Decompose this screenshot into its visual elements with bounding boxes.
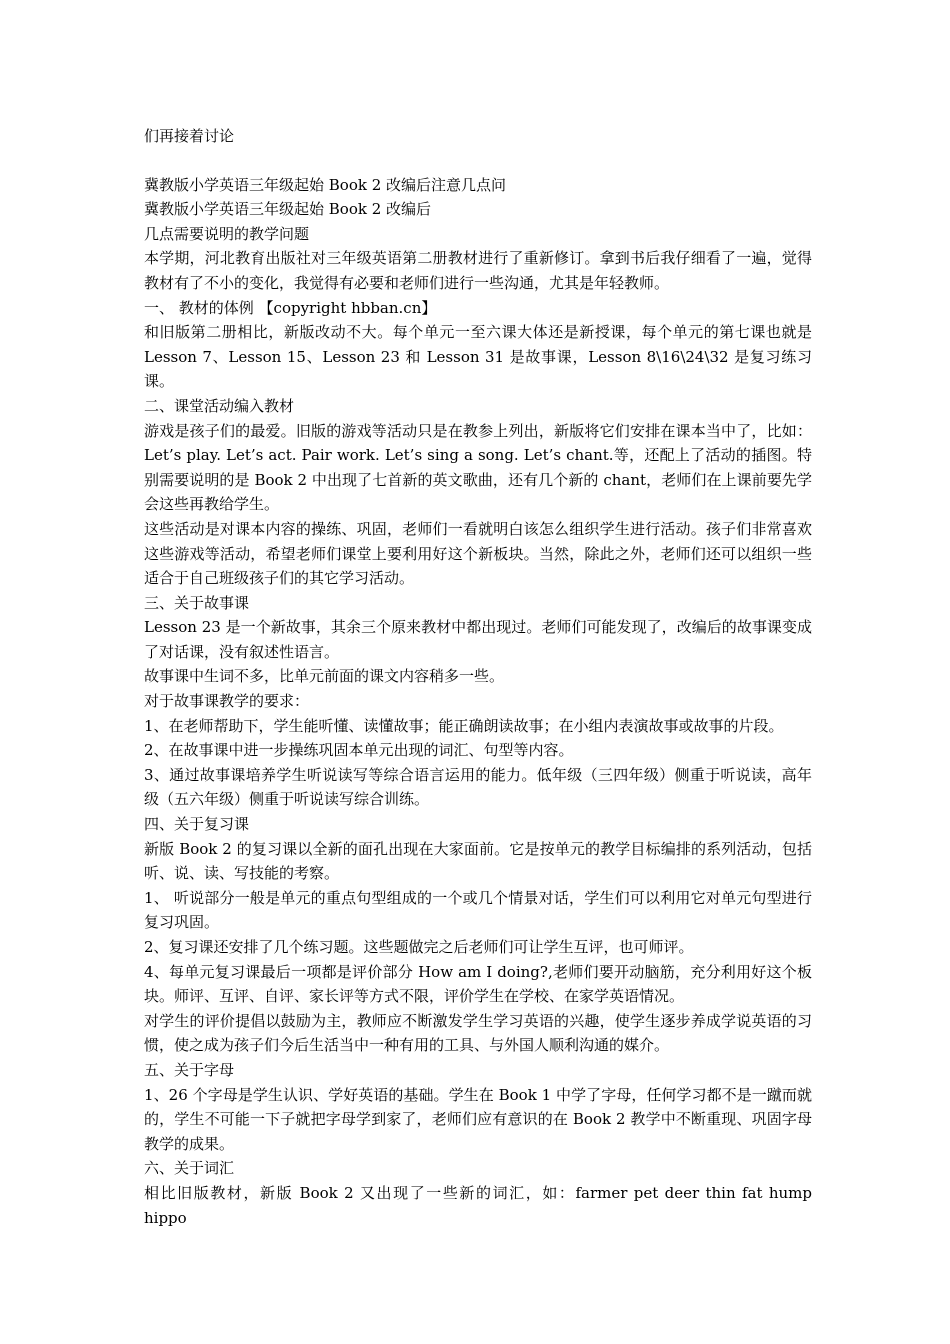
article-subtitle-2: 几点需要说明的教学问题 — [144, 224, 310, 243]
paragraph-continuation: 们再接着讨论 — [144, 127, 235, 145]
paragraph: 相比旧版教材，新版 Book 2 又出现了一些新的词汇，如：farmer pet deer thin fat hump hippo — [144, 1183, 812, 1227]
section-heading-5: 五、关于字母 — [144, 1060, 235, 1079]
paragraph: 对学生的评价提倡以鼓励为主，教师应不断激发学生学习英语的兴趣，使学生逐步养成学说英语的习惯，使之成为孩子们今后生活当中一种有用的工具、与外国人顺利沟通的媒介。 — [144, 1011, 812, 1055]
list-item: 1、 听说部分一般是单元的重点句型组成的一个或几个情景对话，学生们可以利用它对单元句型进行复习巩固。 — [144, 888, 812, 932]
article-title: 冀教版小学英语三年级起始 Book 2 改编后注意几点问 — [144, 175, 507, 194]
section-heading-4: 四、关于复习课 — [144, 815, 250, 834]
document-body — [144, 124, 812, 1230]
paragraph: 这些活动是对课本内容的操练、巩固，老师们一看就明白该怎么组织学生进行活动。孩子们非常喜欢这些游戏等活动，希望老师们课堂上要利用好这个新板块。当然，除此之外，老师们还可以组织一些适合于自己班级孩子们的其它学习活动。 — [144, 519, 812, 588]
list-item: 1、在老师帮助下，学生能听懂、读懂故事；能正确朗读故事；在小组内表演故事或故事的片段。 — [144, 716, 784, 735]
list-item: 3、通过故事课培养学生听说读写等综合语言运用的能力。低年级（三四年级）侧重于听说读，高年级（五六年级）侧重于听说读写综合训练。 — [144, 765, 812, 809]
section-heading-1: 一、 教材的体例 【copyright hbban.cn】 — [144, 298, 437, 317]
article-subtitle: 冀教版小学英语三年级起始 Book 2 改编后 — [144, 200, 432, 219]
list-item: 4、每单元复习课最后一项都是评价部分 How am I doing?,老师们要开动脑筋，充分利用好这个板块。师评、互评、自评、家长评等方式不限，评价学生在学校、在家学英语情况。 — [144, 962, 812, 1006]
list-item: 2、在故事课中进一步操练巩固本单元出现的词汇、句型等内容。 — [144, 741, 574, 760]
section-heading-2: 二、课堂活动编入教材 — [144, 396, 295, 415]
paragraph: Lesson 23 是一个新故事，其余三个原来教材中都出现过。老师们可能发现了，改编后的故事课变成了对话课，没有叙述性语言。 — [144, 618, 812, 661]
blank-line — [144, 149, 812, 173]
paragraph: 故事课中生词不多，比单元前面的课文内容稍多一些。 — [144, 667, 505, 686]
paragraph: 和旧版第二册相比，新版改动不大。每个单元一至六课大体还是新授课，每个单元的第七课也就是 Lesson 7、Lesson 15、Lesson 23 和 Lesson 31 是故事课，Lesson 8\16\24\32 是复习练习课。 — [144, 323, 812, 391]
paragraph: 游戏是孩子们的最爱。旧版的游戏等活动只是在教参上列出，新版将它们安排在课本当中了，比如：Let’s play. Let’s act. Pair work. Let’s sing a song. Let’s chant.等，还配上了活动的插图。特别需要说明的是 Book 2 中出现了七首新的英文歌曲，还有几个新的 chant，老师们在上课前要先学会这些再教给学生。 — [144, 421, 812, 514]
paragraph: 对于故事课教学的要求： — [144, 692, 310, 711]
list-item: 1、26 个字母是学生认识、学好英语的基础。学生在 Book 1 中学了字母，任何学习都不是一蹴而就的，学生不可能一下子就把字母学到家了，老师们应有意识的在 Book 2 教学中不断重现、巩固字母教学的成果。 — [144, 1085, 812, 1153]
paragraph: 新版 Book 2 的复习课以全新的面孔出现在大家面前。它是按单元的教学目标编排的系列活动，包括听、说、读、写技能的考察。 — [144, 839, 812, 883]
section-heading-3: 三、关于故事课 — [144, 593, 250, 612]
section-heading-6: 六、关于词汇 — [144, 1159, 235, 1178]
paragraph-intro: 本学期，河北教育出版社对三年级英语第二册教材进行了重新修订。拿到书后我仔细看了一遍，觉得教材有了不小的变化，我觉得有必要和老师们进行一些沟通，尤其是年轻教师。 — [144, 249, 812, 292]
list-item: 2、复习课还安排了几个练习题。这些题做完之后老师们可让学生互评，也可师评。 — [144, 938, 694, 956]
